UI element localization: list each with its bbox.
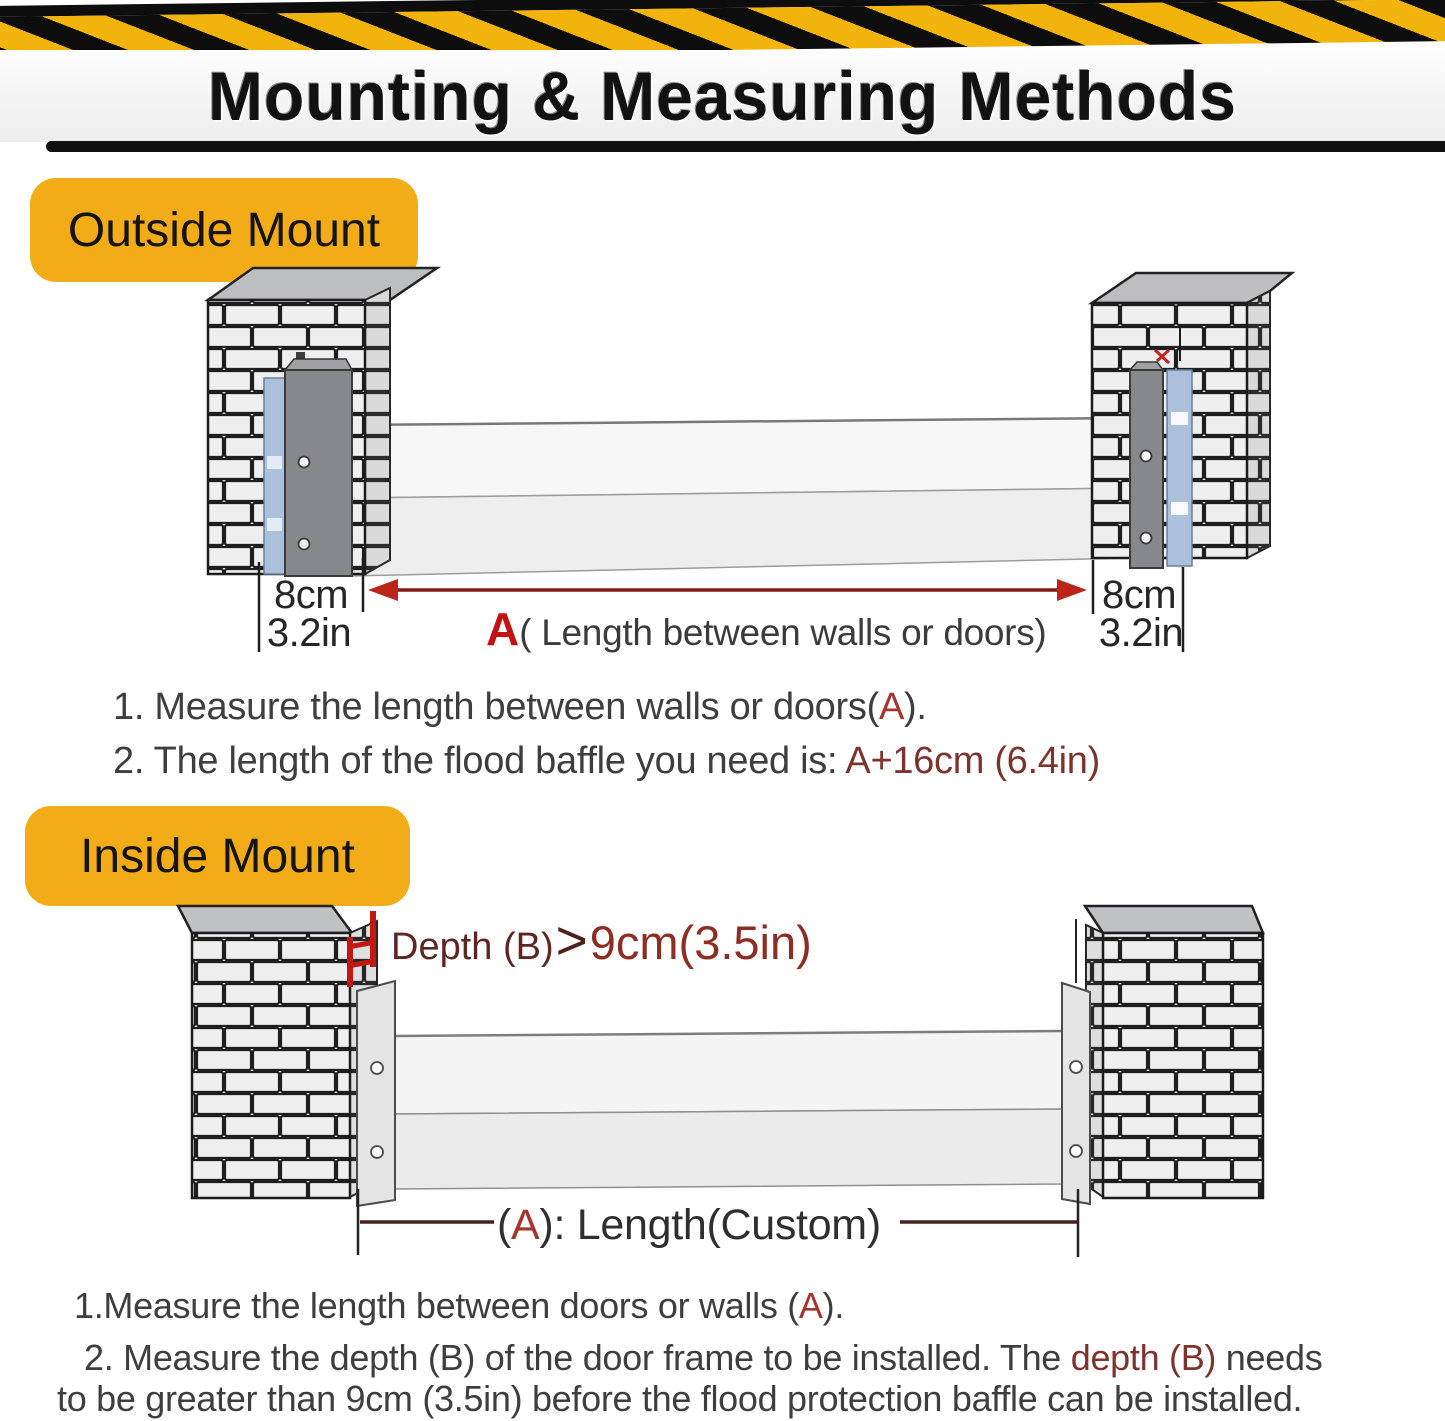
screw-hole [299, 539, 310, 550]
screw-hole [1141, 533, 1152, 544]
seal-strip [1167, 370, 1192, 566]
inside-step-2-line-1: 2. Measure the depth (B) of the door frame to be installed. The depth (B) needs [84, 1337, 1323, 1378]
length-a-letter: A [486, 603, 520, 655]
title-band [0, 50, 1445, 142]
length-custom-annotation: (A): Length(Custom) [497, 1201, 881, 1249]
right-mounting-channel [1062, 983, 1090, 1204]
outside-step-1: 1. Measure the length between walls or doors(A). [113, 686, 927, 728]
greater-than-sign: > [555, 909, 588, 971]
inside-mount-badge [25, 806, 410, 906]
length-a-text: ( Length between walls or doors) [519, 612, 1047, 653]
screw-hole [299, 457, 310, 468]
screw-hole [371, 1146, 383, 1158]
right-mounting-channel [1130, 362, 1192, 568]
inside-mount-badge-label: Inside Mount [80, 829, 355, 883]
outside-left-dim-in: 3.2in [266, 611, 352, 655]
outside-left-dim-cm: 8cm [273, 573, 349, 617]
depth-label-text: Depth (B) [391, 926, 554, 968]
outside-step-2: 2. The length of the flood baffle you need is: A+16cm (6.4in) [113, 740, 1100, 782]
inside-step-2-line-2: to be greater than 9cm (3.5in) before the flood protection baffle can be installed. [57, 1378, 1303, 1419]
seal-strip [264, 378, 285, 574]
page-title: Mounting & Measuring Methods [208, 57, 1237, 135]
flood-barrier-panel [395, 1031, 1062, 1189]
screw-hole [1141, 451, 1152, 462]
outside-mount-badge-label: Outside Mount [67, 203, 381, 257]
screw-hole [371, 1062, 383, 1074]
screw-hole [1070, 1145, 1082, 1157]
outside-right-dim-cm: 8cm [1101, 573, 1177, 617]
left-mounting-channel [264, 352, 352, 576]
length-a-annotation [486, 602, 1046, 656]
inside-step-1: 1.Measure the length between doors or walls (A). [74, 1285, 845, 1326]
header-banner [0, 0, 1445, 153]
dimension-arrow [368, 579, 1087, 601]
outside-right-dim-in: 3.2in [1098, 611, 1184, 655]
depth-value: 9cm(3.5in) [589, 916, 812, 969]
header-divider [46, 141, 1445, 152]
left-mounting-channel [357, 981, 395, 1206]
right-brick-pillar [1076, 906, 1263, 1198]
depth-annotation [391, 909, 812, 971]
flood-barrier-panel [352, 418, 1131, 576]
screw-hole [1070, 1061, 1082, 1073]
formula-text: A+16cm (6.4in) [845, 740, 1100, 782]
